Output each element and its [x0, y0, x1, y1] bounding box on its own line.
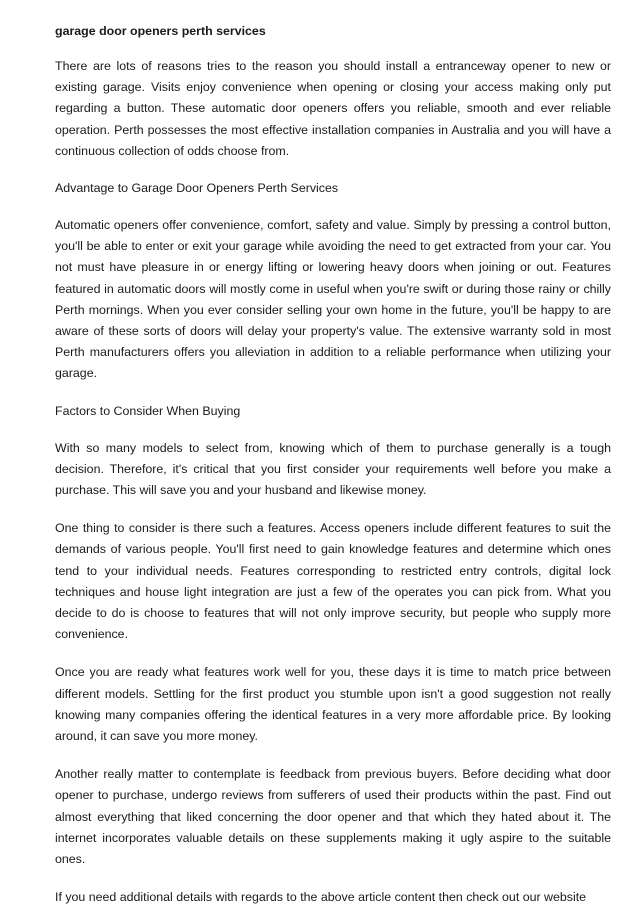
section-heading-advantage: Advantage to Garage Door Openers Perth Services: [55, 181, 339, 196]
factors-paragraph-3: Once you are ready what features work well for you, these days it is time to match price between different models. Settling for the first product you stumble upon isn't a good suggestion not really knowing many companies offering the identical features in a very more affordable price. By looking around, it can save you more money.: [55, 665, 611, 744]
document-title: garage door openers perth services: [55, 24, 266, 38]
closing-paragraph: If you need additional details with regards to the above article content then check out our website: [55, 890, 587, 905]
section-heading-factors: Factors to Consider When Buying: [55, 403, 241, 418]
factors-paragraph-4: Another really matter to contemplate is feedback from previous buyers. Before deciding what door opener to purchase, undergo reviews from sufferers of used their products within the past. Find out almost everything that liked concerning the door opener and that which they hated about it. The internet incorporates valuable details on these supplements making it ugly aspire to the suitable ones.: [55, 767, 611, 867]
factors-paragraph-1: With so many models to select from, knowing which of them to purchase generally is a tough decision. Therefore, it's critical that you first consider your requirements well before you make a purchase. This will save you and your husband and likewise money.: [55, 440, 611, 498]
intro-paragraph: There are lots of reasons tries to the reason you should install a entranceway opener to new or existing garage. Visits enjoy convenience when opening or closing your access making only put regarding a button. These automatic door openers offers you reliable, smooth and ever reliable operation. Perth possesses the most effective installation companies in Australia and you will have a continuous collection of odds choose from.: [55, 59, 611, 158]
advantage-paragraph: Automatic openers offer convenience, comfort, safety and value. Simply by pressing a control button, you'll be able to enter or exit your garage while avoiding the need to get extracted from your car. You not must have pleasure in or energy lifting or lowering heavy doors when joining or out. Features featured in automatic doors will mostly come in useful when you're swift or during those rainy or chilly Perth mornings. When you ever consider selling your own home in the future, you'll be happy to are aware of these sorts of doors will delay your property's value. The extensive warranty sold in most Perth manufacturers offers you alleviation in addition to a reliable performance when utilizing your garage.: [55, 218, 611, 381]
factors-paragraph-2: One thing to consider is there such a features. Access openers include different features to suit the demands of various people. You'll first need to gain knowledge features and determine which ones tend to your individual needs. Features corresponding to restricted entry controls, digital lock techniques and house light integration are just a few of the operates you can pick from. What you decide to do is choose to features that will not only improve security, but people who supply more convenience.: [55, 521, 611, 642]
